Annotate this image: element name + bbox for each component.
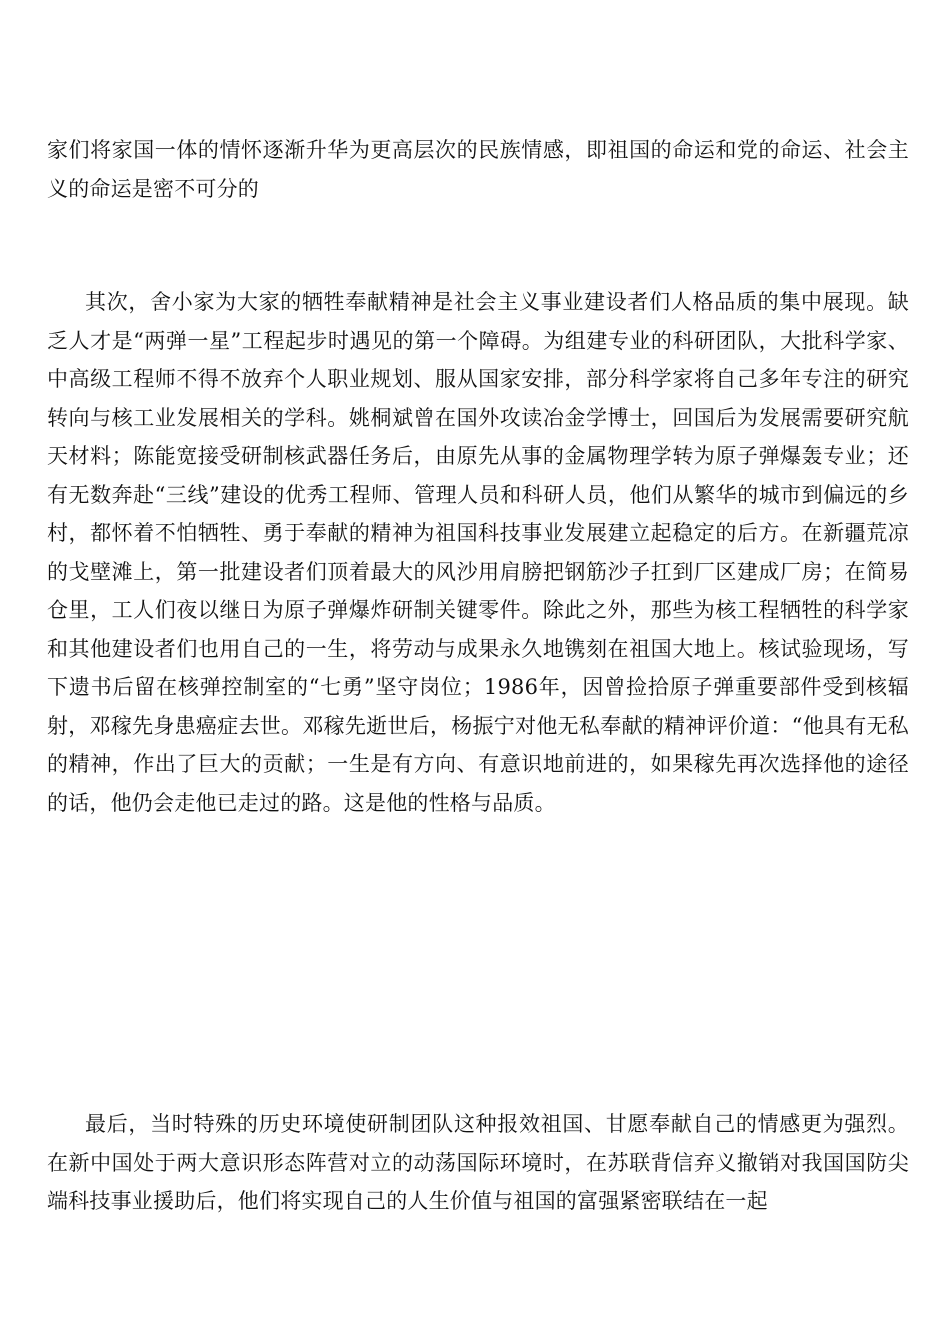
paragraph-1: 家们将家国一体的情怀逐渐升华为更高层次的民族情感，即祖国的命运和党的命运、社会主义的命运是密不可分的 (47, 138, 909, 201)
paragraph-3: 最后，当时特殊的历史环境使研制团队这种报效祖国、甘愿奉献自己的情感更为强烈。在新中国处于两大意识形态阵营对立的动荡国际环境时，在苏联背信弃义撤销对我国国防尖端科技事业援助后，他们将实现自己的人生价值与祖国的富强紧密联结在一起 (47, 1112, 909, 1213)
paragraph-2: 其次，舍小家为大家的牺牲奉献精神是社会主义事业建设者们人格品质的集中展现。缺乏人才是“两弹一星”工程起步时遇见的第一个障碍。为组建专业的科研团队，大批科学家、中高级工程师不得不放弃个人职业规划、服从国家安排，部分科学家将自己多年专注的研究转向与核工业发展相关的学科。姚桐斌曾在国外攻读冶金学博士，回国后为发展需要研究航天材料；陈能宽接受研制核武器任务后，由原先从事的金属物理学转为原子弹爆轰专业；还有无数奔赴“三线”建设的优秀工程师、管理人员和科研人员，他们从繁华的城市到偏远的乡村，都怀着不怕牺牲、勇于奉献的精神为祖国科技事业发展建立起稳定的后方。在新疆荒凉的戈壁滩上，第一批建设者们顶着最大的风沙用肩膀把钢筋沙子扛到厂区建成厂房；在简易仓里，工人们夜以继日为原子弹爆炸研制关键零件。除此之外，那些为核工程牺牲的科学家和其他建设者们也用自己的一生，将劳动与成果永久地镌刻在祖国大地上。核试验现场，写下遗书后留在核弹控制室的“七勇”坚守岗位；1986年，因曾捡拾原子弹重要部件受到核辐射，邓稼先身患癌症去世。邓稼先逝世后，杨振宁对他无私奉献的精神评价道：“他具有无私的精神，作出了巨大的贡献；一生是有方向、有意识地前进的，如果稼先再次选择他的途径的话，他仍会走他已走过的路。这是他的性格与品质。 (47, 290, 909, 815)
